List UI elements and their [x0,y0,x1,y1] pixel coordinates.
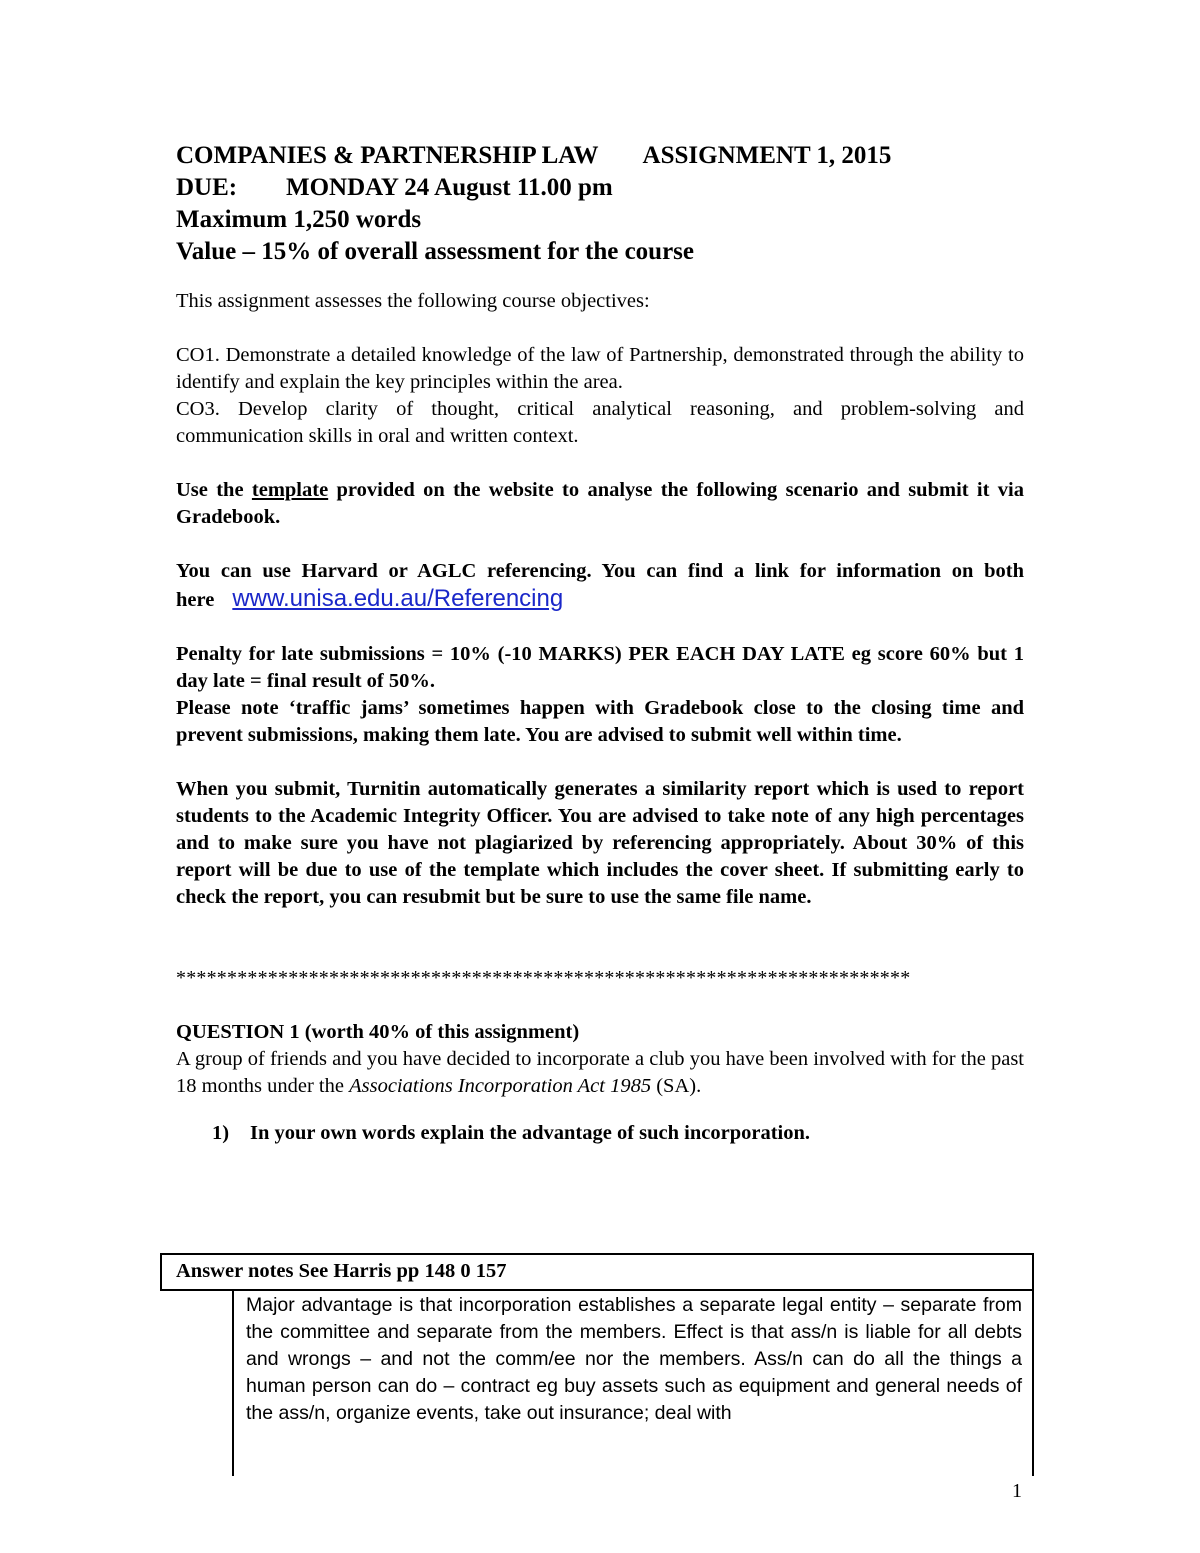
course-title: COMPANIES & PARTNERSHIP LAW [176,142,599,169]
template-instruction: Use the template provided on the website to analyse the following scenario and submit it via Gradebook. [176,479,1024,528]
question-1-text: A group of friends and you have decided to incorporate a club you have been involved with for the past 18 months under the Associations Incorporation Act 1985 (SA). [176,1048,1024,1097]
penalty-text: Penalty for late submissions = 10% (-10 MARKS) PER EACH DAY LATE eg score 60% but 1 day late = final result of 50%. [176,643,1024,692]
sub-question-1: 1) In your own words explain the advantage of such incorporation. [212,1122,811,1144]
answer-heading: Answer notes See Harris pp 148 0 157 [176,1260,507,1282]
header-line-1 [176,140,1024,172]
referencing-link[interactable]: www.unisa.edu.au/Referencing [232,585,564,612]
answer-body: Major advantage is that incorporation establishes a separate legal entity – separate from the committee and separate from the members. Effect is that ass/n is liable for all debts and wrongs – and not the comm/ee nor the members. Ass/n can do all the things a human person can do – contract eg buy assets such as equipment and general needs of the ass/n, organize events, take out insurance; deal with [246,1294,1022,1424]
page-number: 1 [1012,1480,1022,1502]
referencing-text: You can use Harvard or AGLC referencing. You can find a link for information on both here www.unisa.edu.au/Referencing [176,560,1024,612]
due-date: MONDAY 24 August 11.00 pm [286,174,613,201]
separator: ************************************************************************ [176,967,911,989]
assignment-title: ASSIGNMENT 1, 2015 [642,142,892,169]
due-label: DUE: [176,174,238,201]
document-page [176,140,1024,1147]
objective-co1: CO1. Demonstrate a detailed knowledge of the law of Partnership, demonstrated through the ability to identify and explain the key principles within the area. [176,344,1024,393]
header-line-2 [176,172,1024,204]
turnitin-notice: When you submit, Turnitin automatically generates a similarity report which is used to report students to the Academic Integrity Officer. You are advised to take note of any high percentages and to make sure you have not plagiarized by referencing appropriately. About 30% of this report will be due to use of the template which includes the cover sheet. If submitting early to check the report, you can resubmit but be sure to use the same file name. [176,778,1024,908]
assessment-value: Value – 15% of overall assessment for the course [176,238,694,265]
gradebook-warning: Please note ‘traffic jams’ sometimes happen with Gradebook close to the closing time and prevent submissions, making them late. You are advised to submit well within time. [176,697,1024,746]
act-name: Associations Incorporation Act 1985 [349,1075,652,1097]
objective-co3: CO3. Develop clarity of thought, critical analytical reasoning, and problem-solving and communication skills in oral and written context. [176,398,1024,447]
max-words: Maximum 1,250 words [176,206,422,233]
intro-text: This assignment assesses the following course objectives: [176,290,650,312]
template-link[interactable]: template [251,479,329,501]
answer-table [160,1253,1034,1476]
question-1-title: QUESTION 1 (worth 40% of this assignment) [176,1021,580,1043]
